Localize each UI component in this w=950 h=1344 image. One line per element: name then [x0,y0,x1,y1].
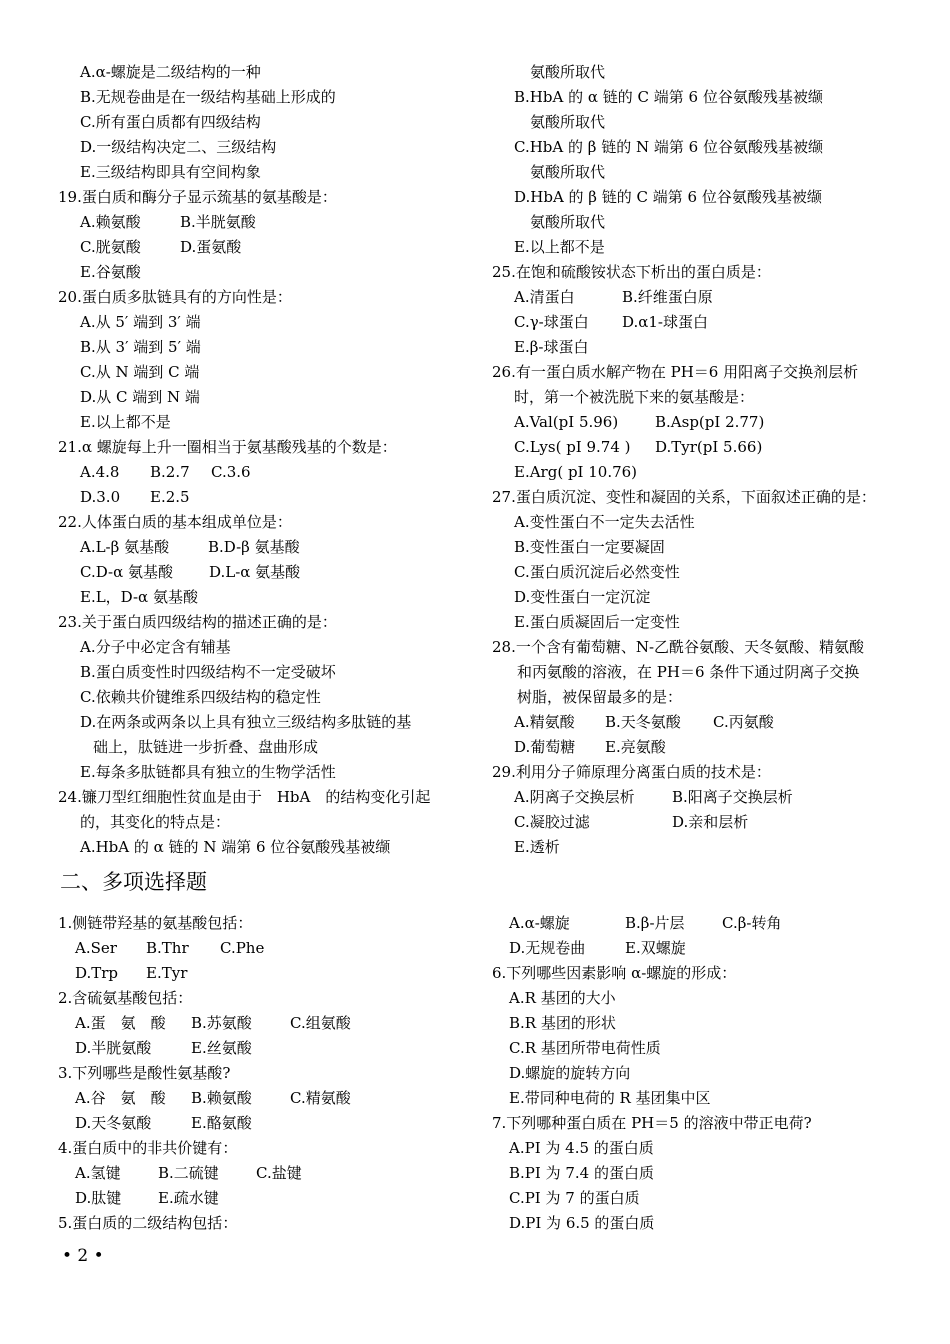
text-line: E.三级结构即具有空间构象 [80,163,261,181]
text-line: C.HbA 的 β 链的 N 端第 6 位谷氨酸残基被缬 [514,138,823,156]
text-line: 氨酸所取代 [530,63,606,81]
text-line: 树脂，被保留最多的是： [517,688,683,706]
text-line: C.D-α 氨基酸 [80,563,173,581]
text-line: B.Asp(pI 2.77) [655,413,765,431]
text-line: 4.蛋白质中的非共价键有： [58,1139,238,1157]
text-line: B.无规卷曲是在一级结构基础上形成的 [80,88,336,106]
text-line: B.苏氨酸 [191,1014,252,1032]
text-line: C.胱氨酸 [80,238,141,256]
text-line: A.赖氨酸 [80,213,141,231]
text-line: 29.利用分子筛原理分离蛋白质的技术是： [492,763,771,781]
text-line: 27.蛋白质沉淀、变性和凝固的关系，下面叙述正确的是： [492,488,876,506]
text-line: 23.关于蛋白质四级结构的描述正确的是： [58,613,337,631]
text-line: D.亲和层析 [672,813,749,831]
text-line: B.变性蛋白一定要凝固 [514,538,665,556]
text-line: 26.有一蛋白质水解产物在 PH＝6 用阳离子交换剂层析 [492,363,859,381]
text-line: 的，其变化的特点是： [80,813,231,831]
text-line: B.阳离子交换层析 [672,788,793,806]
text-line: C.组氨酸 [290,1014,351,1032]
text-line: C.依赖共价键维系四级结构的稳定性 [80,688,321,706]
text-line: E.疏水键 [158,1189,219,1207]
text-line: B.R 基团的形状 [509,1014,616,1032]
text-line: C.Phe [220,939,265,957]
text-line: 24.镰刀型红细胞性贫血是由于 HbA 的结构变化引起 [58,788,431,806]
text-line: D.α1-球蛋白 [622,313,709,331]
text-line: 氨酸所取代 [530,213,606,231]
text-line: D.葡萄糖 [514,738,576,756]
text-line: B.PI 为 7.4 的蛋白质 [509,1164,654,1182]
text-line: B.2.7 [150,463,190,481]
section-heading: 二、多项选择题 [60,870,207,894]
text-line: B.二硫键 [158,1164,219,1182]
text-line: E.以上都不是 [514,238,605,256]
text-line: A.分子中必定含有辅基 [80,638,231,656]
text-line: 20.蛋白质多肽链具有的方向性是： [58,288,292,306]
text-line: E.Tyr [146,964,188,982]
text-line: 25.在饱和硫酸铵状态下析出的蛋白质是： [492,263,771,281]
text-line: E.双螺旋 [625,939,686,957]
text-line: A.精氨酸 [514,713,575,731]
text-line: C.3.6 [211,463,251,481]
text-line: 和丙氨酸的溶液，在 PH＝6 条件下通过阴离子交换 [517,663,860,681]
text-line: 2.含硫氨基酸包括： [58,989,193,1007]
text-line: B.HbA 的 α 链的 C 端第 6 位谷氨酸残基被缬 [514,88,823,106]
text-line: B.纤维蛋白原 [622,288,713,306]
text-line: E.带同种电荷的 R 基团集中区 [509,1089,711,1107]
text-line: A.L-β 氨基酸 [80,538,170,556]
text-line: 5.蛋白质的二级结构包括： [58,1214,238,1232]
text-line: D.天冬氨酸 [75,1114,152,1132]
text-line: C.γ-球蛋白 [514,313,589,331]
text-line: A.Ser [75,939,117,957]
text-line: C.β-转角 [722,914,782,932]
text-line: D.Tyr(pI 5.66) [655,438,763,456]
text-line: A.谷 氨 酸 [75,1089,166,1107]
text-line: D.Trp [75,964,119,982]
text-line: E.透析 [514,838,560,856]
text-line: E.丝氨酸 [191,1039,252,1057]
text-line: D.PI 为 6.5 的蛋白质 [509,1214,655,1232]
text-line: B.从 3′ 端到 5′ 端 [80,338,201,356]
text-line: 22.人体蛋白质的基本组成单位是： [58,513,292,531]
text-line: D.从 C 端到 N 端 [80,388,200,406]
text-line: 1.侧链带羟基的氨基酸包括： [58,914,253,932]
text-line: B.半胱氨酸 [180,213,256,231]
text-line: 氨酸所取代 [530,163,606,181]
text-line: 础上，肽链进一步折叠、盘曲形成 [93,738,319,756]
text-line: D.变性蛋白一定沉淀 [514,588,651,606]
text-line: B.D-β 氨基酸 [208,538,300,556]
text-line: B.β-片层 [625,914,685,932]
text-line: A.α-螺旋是二级结构的一种 [80,63,261,81]
text-line: D.HbA 的 β 链的 C 端第 6 位谷氨酸残基被缬 [514,188,822,206]
text-line: A.R 基团的大小 [509,989,616,1007]
text-line: 7.下列哪种蛋白质在 PH＝5 的溶液中带正电荷? [492,1114,812,1132]
text-line: C.凝胶过滤 [514,813,590,831]
text-line: E.每条多肽链都具有独立的生物学活性 [80,763,336,781]
text-line: E.亮氨酸 [605,738,666,756]
text-line: A.阴离子交换层析 [514,788,635,806]
text-line: D.3.0 [80,488,121,506]
text-line: C.Lys( pI 9.74 ) [514,438,631,456]
text-line: A.α-螺旋 [509,914,570,932]
text-line: A.Val(pI 5.96) [514,413,619,431]
text-line: 21.α 螺旋每上升一圈相当于氨基酸残基的个数是： [58,438,397,456]
text-line: D.一级结构决定二、三级结构 [80,138,277,156]
text-line: 19.蛋白质和酶分子显示巯基的氨基酸是： [58,188,337,206]
text-line: D.在两条或两条以上具有独立三级结构多肽链的基 [80,713,412,731]
text-line: D.半胱氨酸 [75,1039,152,1057]
text-line: B.Thr [146,939,189,957]
text-line: C.精氨酸 [290,1089,351,1107]
text-line: A.蛋 氨 酸 [75,1014,166,1032]
text-line: C.从 N 端到 C 端 [80,363,200,381]
text-line: A.氢键 [75,1164,121,1182]
text-line: C.盐键 [256,1164,302,1182]
text-line: A.从 5′ 端到 3′ 端 [80,313,201,331]
text-line: A.4.8 [80,463,120,481]
text-line: D.螺旋的旋转方向 [509,1064,631,1082]
text-line: A.变性蛋白不一定失去活性 [514,513,695,531]
text-line: E.Arg( pI 10.76) [514,463,638,481]
text-line: D.无规卷曲 [509,939,586,957]
page-number: • 2 • [62,1246,104,1266]
text-line: A.HbA 的 α 链的 N 端第 6 位谷氨酸残基被缬 [80,838,391,856]
text-line: 3.下列哪些是酸性氨基酸? [58,1064,231,1082]
text-line: E.以上都不是 [80,413,171,431]
text-line: C.所有蛋白质都有四级结构 [80,113,261,131]
text-line: 氨酸所取代 [530,113,606,131]
text-line: A.清蛋白 [514,288,575,306]
text-line: C.PI 为 7 的蛋白质 [509,1189,640,1207]
text-line: D.蛋氨酸 [180,238,242,256]
text-line: B.天冬氨酸 [605,713,681,731]
text-line: E.β-球蛋白 [514,338,589,356]
text-line: E.2.5 [150,488,190,506]
text-line: 时，第一个被洗脱下来的氨基酸是： [514,388,755,406]
text-line: E.酪氨酸 [191,1114,252,1132]
text-line: A.PI 为 4.5 的蛋白质 [509,1139,654,1157]
text-line: B.蛋白质变性时四级结构不一定受破坏 [80,663,336,681]
text-line: E.L，D-α 氨基酸 [80,588,198,606]
text-line: E.蛋白质凝固后一定变性 [514,613,680,631]
text-line: D.L-α 氨基酸 [209,563,301,581]
text-line: E.谷氨酸 [80,263,141,281]
text-line: C.蛋白质沉淀后必然变性 [514,563,680,581]
text-line: 6.下列哪些因素影响 α-螺旋的形成： [492,964,737,982]
text-line: C.丙氨酸 [713,713,774,731]
text-line: B.赖氨酸 [191,1089,252,1107]
text-line: 28.一个含有葡萄糖、N-乙酰谷氨酸、天冬氨酸、精氨酸 [492,638,865,656]
text-line: C.R 基团所带电荷性质 [509,1039,661,1057]
text-line: D.肽键 [75,1189,122,1207]
